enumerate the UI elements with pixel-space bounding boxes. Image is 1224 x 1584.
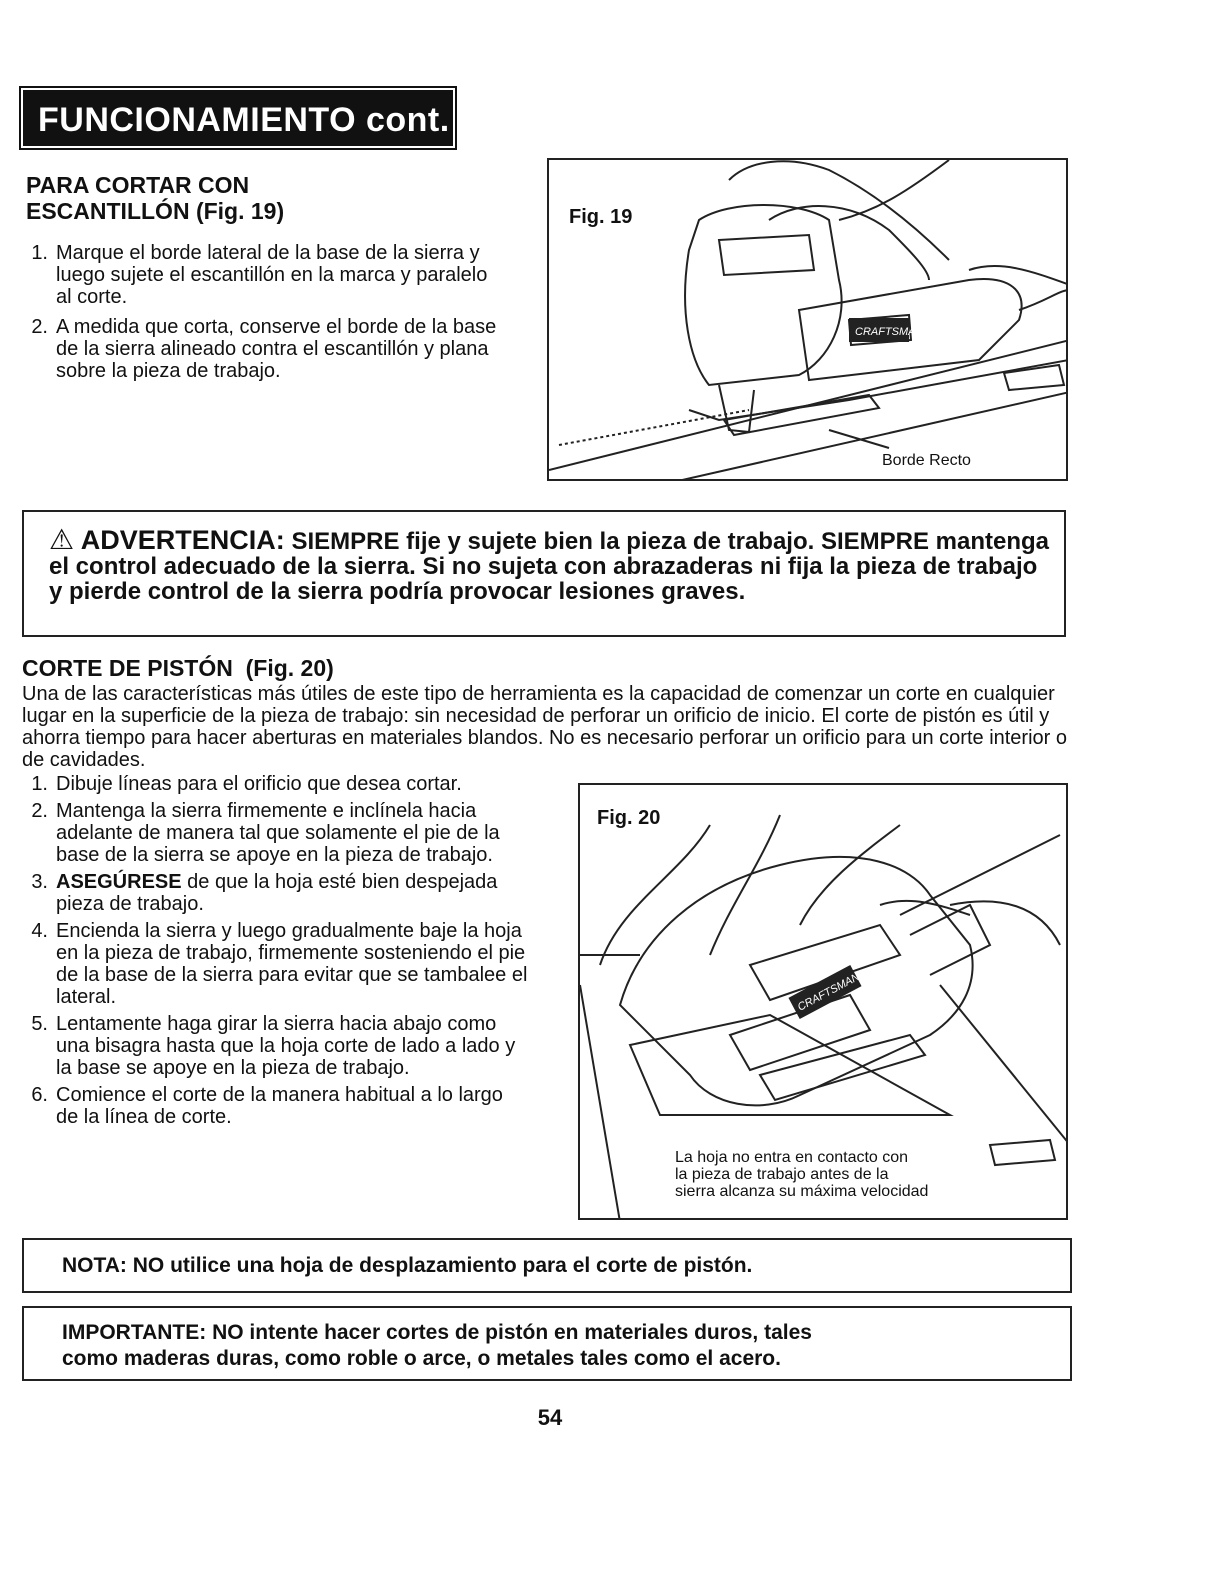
figure-20-label: Fig. 20: [597, 807, 661, 829]
list-item: 1. Dibuje líneas para el orificio que desea cortar.: [31, 773, 462, 795]
plunge-section: [22, 655, 1082, 771]
warning-text: [49, 524, 1054, 605]
figure-19-label: Fig. 19: [569, 206, 633, 228]
template-section: [26, 172, 526, 224]
jigsaw-straightedge-illustration: [549, 160, 1068, 481]
brand-badge: CRAFTSMAN: [795, 970, 862, 1014]
warning-icon: ⚠: [49, 524, 75, 555]
important-line1: IMPORTANTE: NO intente hacer cortes de pistón en materiales duros, tales: [62, 1321, 812, 1344]
list-item: 6. Comience el corte de la manera habitual a lo largo de la línea de corte.: [31, 1084, 503, 1128]
important-line2: como maderas duras, como roble o arce, o metales tales como el acero.: [62, 1347, 781, 1370]
brand-badge: CRAFTSMAN: [855, 326, 924, 338]
note-box: [22, 1238, 1072, 1293]
template-steps: [18, 242, 498, 390]
list-item: 5. Lentamente haga girar la sierra hacia abajo como una bisagra hasta que la hoja corte de lado a lado y la base se apoye en la pieza de trabajo.: [31, 1013, 516, 1079]
plunge-heading: CORTE DE PISTÓN (Fig. 20): [22, 655, 334, 681]
important-box: [22, 1306, 1072, 1381]
list-item: 4. Encienda la sierra y luego gradualmente baje la hoja en la pieza de trabajo, firmemente sosteniendo el pie de la base de la sierra para evitar que se tambalee el lateral.: [31, 920, 528, 1008]
figure-19-caption: Borde Recto: [882, 452, 971, 469]
figure-19: [547, 158, 1068, 481]
list-item: 2. Mantenga la sierra firmemente e inclínela hacia adelante de manera tal que solamente el pie de la base de la sierra se apoye en la pieza de trabajo.: [31, 800, 500, 866]
caption-line: La hoja no entra en contacto con: [675, 1149, 909, 1166]
caption-line: la pieza de trabajo antes de la: [675, 1166, 889, 1183]
banner-title: FUNCIONAMIENTO cont.: [38, 101, 450, 139]
template-heading-line1: PARA CORTAR CON: [26, 172, 250, 198]
caption-line: sierra alcanza su máxima velocidad: [675, 1183, 929, 1200]
list-item: 1. Marque el borde lateral de la base de la sierra y luego sujete el escantillón en la marca y paralelo al corte.: [31, 242, 488, 308]
section-banner: [23, 90, 453, 146]
plunge-steps: [18, 773, 528, 1133]
figure-20: [578, 783, 1068, 1220]
warning-box: [22, 510, 1066, 637]
template-heading-line2: ESCANTILLÓN (Fig. 19): [26, 198, 285, 224]
warning-body: SIEMPRE fije y sujete bien la pieza de trabajo. SIEMPRE mantenga el control adecuado de la sierra. Si no sujeta con abrazaderas ni fija la pieza de trabajo y pierde control de la sierra podría provocar lesiones graves.: [49, 528, 1050, 605]
note-text: NOTA: NO utilice una hoja de desplazamiento para el corte de pistón.: [62, 1254, 753, 1277]
warning-lead: ADVERTENCIA:: [80, 525, 285, 555]
page-number: 54: [537, 1405, 563, 1430]
figure-20-caption: [675, 1149, 928, 1200]
list-item: 3. ASEGÚRESE de que la hoja esté bien despejada pieza de trabajo.: [31, 871, 498, 915]
list-item: 2. A medida que corta, conserve el borde de la base de la sierra alineado contra el escantillón y plana sobre la pieza de trabajo.: [31, 316, 497, 382]
plunge-intro: Una de las características más útiles de este tipo de herramienta es la capacidad de comenzar un corte en cualquier lugar en la superficie de la pieza de trabajo: sin necesidad de perforar un orificio de inicio. El corte de pistón es útil y ahorra tiempo para hacer aberturas en materiales blandos. No es necesario perforar un orificio para un corte interior o de cavidades.: [22, 683, 1067, 771]
